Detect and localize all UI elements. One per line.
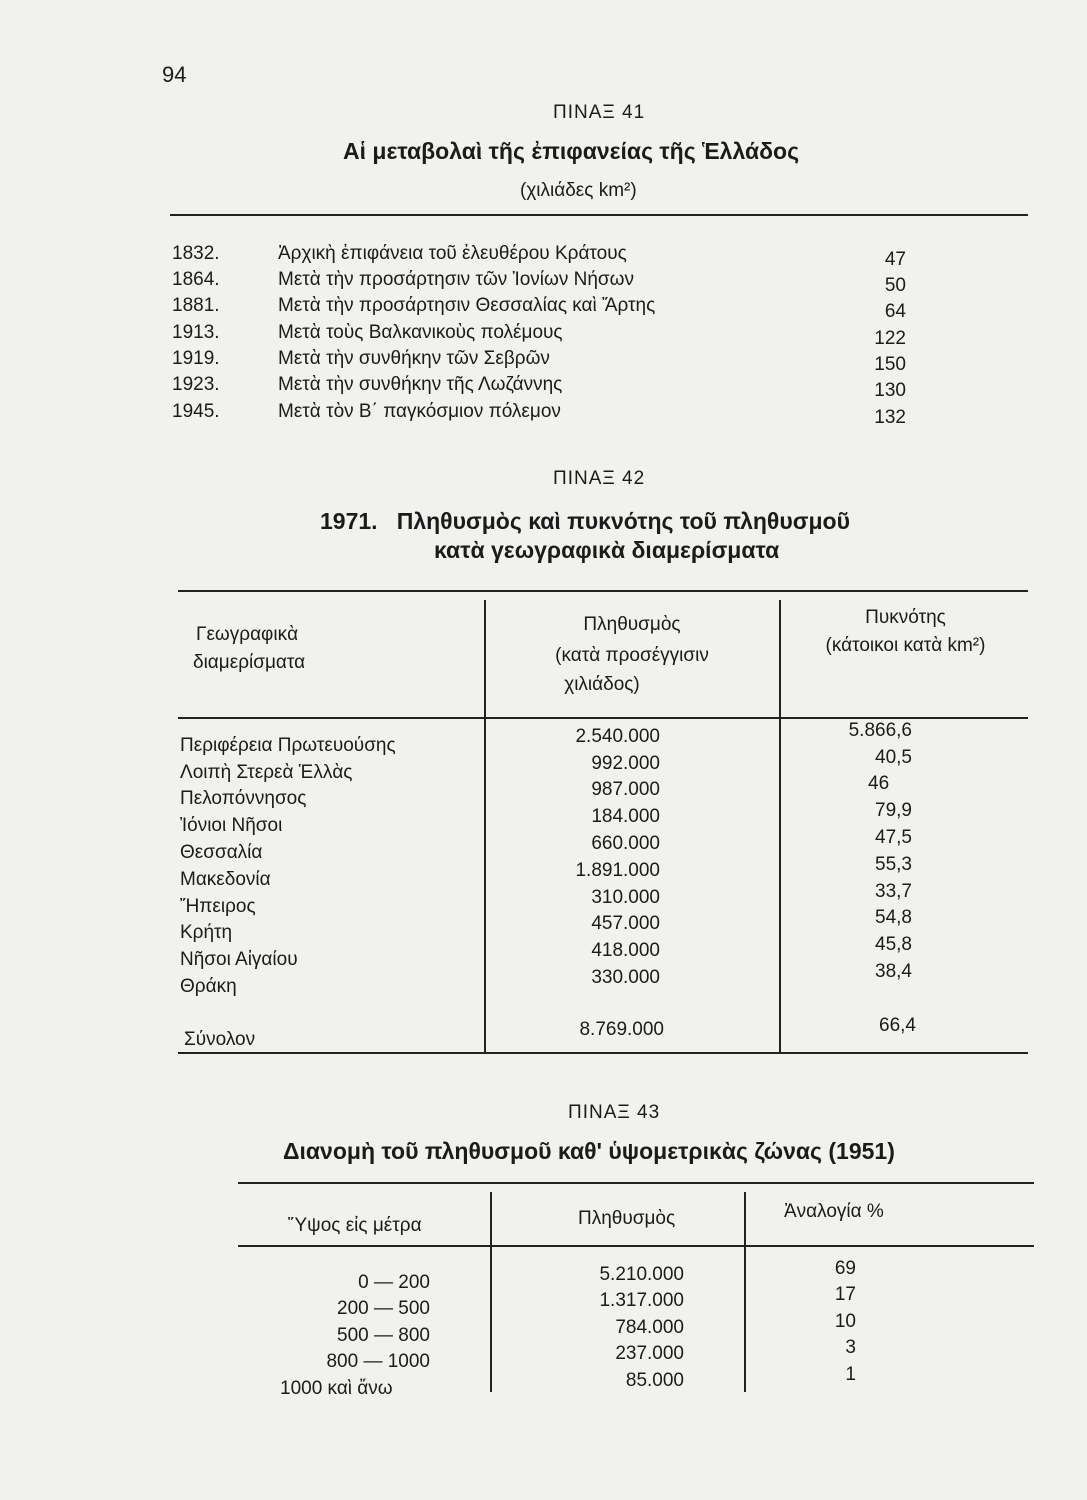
table41-desc: Μετὰ τὴν προσάρτησιν τῶν Ἰονίων Νήσων bbox=[278, 269, 634, 290]
table43-percent: 69 bbox=[834, 1258, 856, 1279]
table43-col-divider-2 bbox=[744, 1192, 746, 1392]
table43-header-percent: Ἀναλογία % bbox=[784, 1201, 884, 1222]
table41-value: 150 bbox=[874, 354, 906, 375]
table43-percent: 10 bbox=[834, 1311, 856, 1332]
table42-region: Λοιπὴ Στερεὰ Ἑλλὰς bbox=[180, 762, 353, 783]
table43-population: 1.317.000 bbox=[599, 1290, 684, 1311]
table41-desc: Μετὰ τοὺς Βαλκανικοὺς πολέμους bbox=[278, 322, 563, 343]
table42-region: Νῆσοι Αἰγαίου bbox=[180, 949, 298, 970]
table42-region: Θράκη bbox=[180, 976, 237, 997]
table41-desc: Μετὰ τὴν συνθήκην τῆς Λωζάννης bbox=[278, 374, 563, 395]
table42-population: 330.000 bbox=[591, 967, 660, 988]
table42-density: 33,7 bbox=[875, 881, 912, 902]
table43-range: 0 — 200 bbox=[358, 1272, 430, 1293]
table42-population: 310.000 bbox=[591, 887, 660, 908]
table43-header-rule bbox=[238, 1245, 1034, 1247]
table42-bottom-rule bbox=[178, 1052, 1028, 1054]
table43-population: 5.210.000 bbox=[599, 1264, 684, 1285]
table42-caption: ΠΙΝΑΞ 42 bbox=[553, 468, 646, 489]
table42-title-line1: 1971. Πληθυσμὸς καὶ πυκνότης τοῦ πληθυσμοῦ bbox=[320, 508, 850, 534]
table41-desc: Ἀρχικὴ ἐπιφάνεια τοῦ ἐλευθέρου Κράτους bbox=[278, 243, 627, 264]
table42-density: 45,8 bbox=[875, 934, 912, 955]
table42-population: 1.891.000 bbox=[575, 860, 660, 881]
table42-title-line2: κατὰ γεωγραφικὰ διαμερίσματα bbox=[434, 537, 780, 563]
table43-percent: 17 bbox=[834, 1284, 856, 1305]
table42-total-density: 66,4 bbox=[879, 1015, 916, 1036]
table42-density: 55,3 bbox=[875, 854, 912, 875]
table43-population: 784.000 bbox=[615, 1317, 684, 1338]
table42-top-rule bbox=[178, 590, 1028, 592]
table43-population: 85.000 bbox=[625, 1370, 684, 1391]
table42-region: Μακεδονία bbox=[180, 869, 271, 890]
table41-desc: Μετὰ τὴν συνθήκην τῶν Σεβρῶν bbox=[278, 348, 550, 369]
table41-unit: (χιλιάδες km²) bbox=[520, 180, 637, 201]
table43-header-height: Ὕψος εἰς μέτρα bbox=[288, 1215, 422, 1236]
table41-desc: Μετὰ τὴν προσάρτησιν Θεσσαλίας καὶ Ἄρτης bbox=[278, 295, 656, 316]
table42-region: Πελοπόννησος bbox=[180, 788, 307, 809]
table41-year: 1923. bbox=[172, 374, 220, 395]
table42-density: 46 bbox=[868, 773, 890, 794]
table42-region: Θεσσαλία bbox=[180, 842, 263, 863]
table41-year: 1913. bbox=[172, 322, 220, 343]
table42-col-divider-1 bbox=[484, 600, 486, 1052]
table42-population: 418.000 bbox=[591, 940, 660, 961]
table43-percent: 1 bbox=[845, 1364, 856, 1385]
table42-header-population-3: χιλιάδος) bbox=[564, 674, 640, 695]
table41-value: 50 bbox=[884, 275, 906, 296]
table42-region: Κρήτη bbox=[180, 922, 233, 943]
table41-value: 47 bbox=[884, 249, 906, 270]
table43-range: 800 — 1000 bbox=[326, 1351, 430, 1372]
table42-region: Ἤπειρος bbox=[180, 896, 256, 917]
table41-year: 1864. bbox=[172, 269, 220, 290]
table43-percent: 3 bbox=[845, 1337, 856, 1358]
table41-title: Αἱ μεταβολαὶ τῆς ἐπιφανείας τῆς Ἑλλάδος bbox=[343, 138, 800, 164]
table42-density: 38,4 bbox=[875, 961, 912, 982]
table42-population: 2.540.000 bbox=[575, 726, 660, 747]
table42-population: 184.000 bbox=[591, 806, 660, 827]
table41-year: 1881. bbox=[172, 295, 220, 316]
table42-header-density-2: (κάτοικοι κατὰ km²) bbox=[825, 635, 986, 656]
table41-value: 130 bbox=[874, 380, 906, 401]
table41-year: 1832. bbox=[172, 243, 220, 264]
table42-population: 660.000 bbox=[591, 833, 660, 854]
table42-population: 457.000 bbox=[591, 913, 660, 934]
table42-header-density-1: Πυκνότης bbox=[865, 607, 946, 628]
table42-density: 54,8 bbox=[875, 907, 912, 928]
table41-value: 64 bbox=[884, 301, 906, 322]
table42-total-population: 8.769.000 bbox=[579, 1019, 664, 1040]
table43-range: 500 — 800 bbox=[337, 1325, 430, 1346]
table43-population: 237.000 bbox=[615, 1343, 684, 1364]
table43-range: 200 — 500 bbox=[337, 1298, 430, 1319]
table41-caption: ΠΙΝΑΞ 41 bbox=[553, 102, 646, 123]
table43-top-rule bbox=[238, 1182, 1034, 1184]
table42-population: 987.000 bbox=[591, 779, 660, 800]
table43-col-divider-1 bbox=[490, 1192, 492, 1392]
table42-density: 40,5 bbox=[875, 747, 912, 768]
table42-header-population-2: (κατὰ προσέγγισιν bbox=[555, 645, 709, 666]
table42-header-region-1: Γεωγραφικὰ bbox=[196, 624, 299, 645]
table42-col-divider-2 bbox=[779, 600, 781, 1052]
table42-density: 47,5 bbox=[875, 827, 912, 848]
table43-caption: ΠΙΝΑΞ 43 bbox=[568, 1102, 661, 1123]
table42-header-region-2: διαμερίσματα bbox=[193, 652, 306, 673]
table41-desc: Μετὰ τὸν Β΄ παγκόσμιον πόλεμον bbox=[278, 401, 561, 422]
table41-value: 122 bbox=[874, 328, 906, 349]
table42-region: Ἰόνιοι Νῆσοι bbox=[180, 815, 283, 836]
table41-top-rule bbox=[170, 214, 1028, 216]
table42-density: 79,9 bbox=[875, 800, 912, 821]
table42-header-population-1: Πληθυσμὸς bbox=[583, 614, 681, 635]
table41-year: 1919. bbox=[172, 348, 220, 369]
table42-population: 992.000 bbox=[591, 753, 660, 774]
table43-title: Διανομὴ τοῦ πληθυσμοῦ καθ' ὑψομετρικὰς ζώνας (1951) bbox=[283, 1138, 895, 1164]
page-number: 94 bbox=[162, 62, 187, 87]
table41-year: 1945. bbox=[172, 401, 220, 422]
table43-range: 1000 καὶ ἄνω bbox=[280, 1378, 393, 1399]
table41-value: 132 bbox=[874, 407, 906, 428]
table42-density: 5.866,6 bbox=[848, 720, 912, 741]
table42-region: Περιφέρεια Πρωτευούσης bbox=[180, 735, 396, 756]
table43-header-population: Πληθυσμὸς bbox=[578, 1208, 676, 1229]
table42-total-label: Σύνολον bbox=[184, 1029, 256, 1050]
